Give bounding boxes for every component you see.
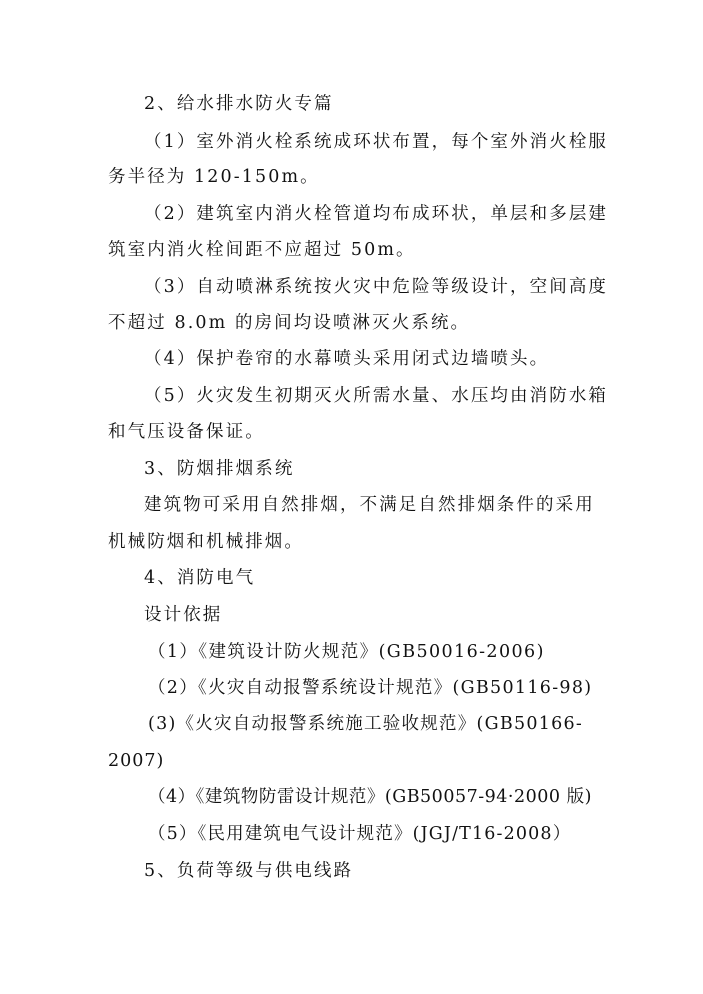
reference-item: （4）《建筑物防雷设计规范》(GB50057-94·2000 版) [148, 787, 592, 807]
paragraph-line: （3）自动喷淋系统按火灾中危险等级设计，空间高度 [144, 277, 609, 297]
reference-item: (3)《火灾自动报警系统施工验收规范》(GB50166- [148, 714, 584, 734]
reference-item-continuation: 2007) [108, 751, 165, 771]
reference-item: （1）《建筑设计防火规范》(GB50016-2006) [148, 642, 545, 662]
heading-water-supply-fire: 2、给水排水防火专篇 [144, 94, 334, 114]
heading-load-grade-power-lines: 5、负荷等级与供电线路 [144, 861, 354, 881]
heading-fire-electrical: 4、消防电气 [144, 568, 256, 588]
subheading-design-basis: 设计依据 [144, 605, 223, 625]
paragraph-line: 和气压设备保证。 [108, 422, 265, 442]
paragraph-line: 机械防烟和机械排烟。 [108, 532, 304, 552]
paragraph-line: 筑室内消火栓间距不应超过 50m。 [108, 240, 416, 260]
paragraph-line: （4）保护卷帘的水幕喷头采用闭式边墙喷头。 [144, 349, 550, 369]
reference-item: （2）《火灾自动报警系统设计规范》(GB50116-98) [148, 678, 593, 698]
paragraph-line: （5）火灾发生初期灭火所需水量、水压均由消防水箱 [144, 386, 609, 406]
paragraph-line: 不超过 8.0m 的房间均设喷淋灭火系统。 [108, 313, 471, 333]
paragraph-line: （2）建筑室内消火栓管道均布成环状，单层和多层建 [144, 204, 609, 224]
paragraph-line: 建筑物可采用自然排烟，不满足自然排烟条件的采用 [144, 495, 595, 515]
reference-item: （5）《民用建筑电气设计规范》(JGJ/T16-2008） [148, 824, 572, 844]
paragraph-line: （1）室外消火栓系统成环状布置，每个室外消火栓服 [144, 132, 609, 152]
heading-smoke-exhaust: 3、防烟排烟系统 [144, 459, 295, 479]
paragraph-line: 务半径为 120-150m。 [108, 167, 320, 187]
